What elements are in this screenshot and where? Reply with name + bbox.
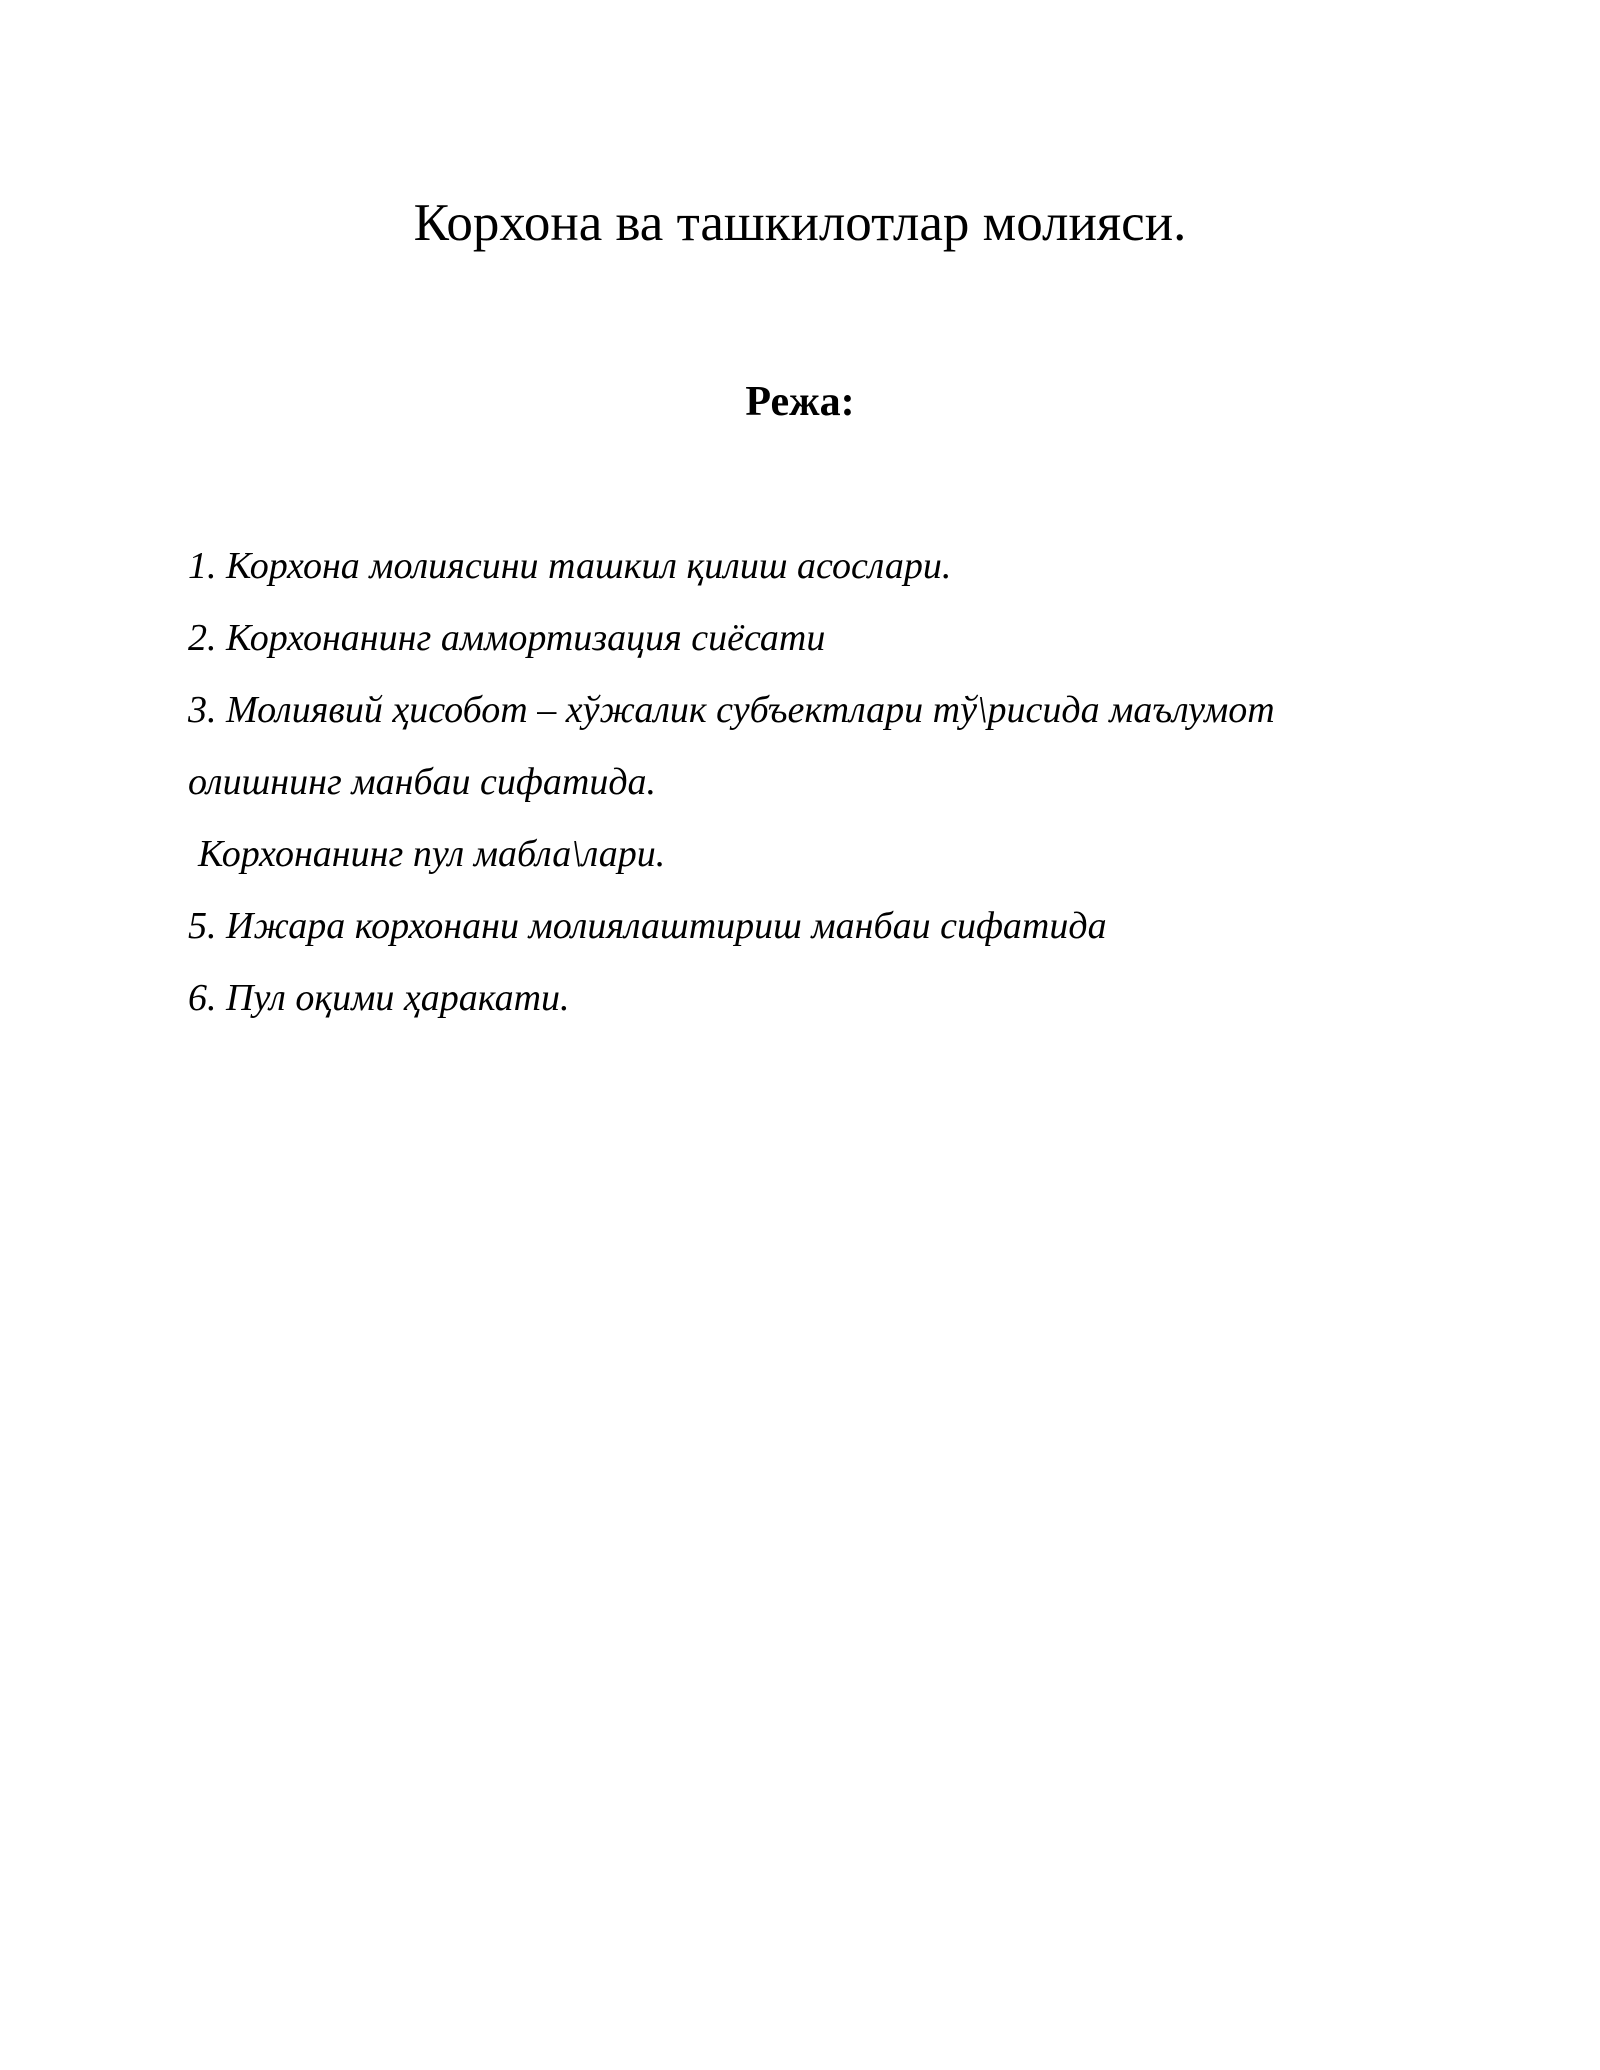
plan-item-3: 3. Молиявий ҳисобот – хўжалик субъектлари тў\рисида маълумот [188, 689, 1275, 731]
plan-item-1: 1. Корхона молиясини ташкил қилиш асослари. [188, 545, 952, 587]
plan-item-5: 5. Ижара корхонани молиялаштириш манбаи сифатида [188, 905, 1107, 947]
plan-item-3-continuation: олишнинг манбаи сифатида. [188, 761, 657, 803]
plan-list [188, 530, 1438, 1034]
plan-item-6: 6. Пул оқими ҳаракати. [188, 977, 570, 1019]
plan-heading: Режа: [745, 379, 855, 425]
plan-item-2: 2. Корхонанинг аммортизация сиёсати [188, 617, 826, 659]
document-title: Корхона ва ташкилотлар молияси. [413, 194, 1187, 252]
plan-item-4: Корхонанинг пул мабла\лари. [198, 833, 666, 875]
